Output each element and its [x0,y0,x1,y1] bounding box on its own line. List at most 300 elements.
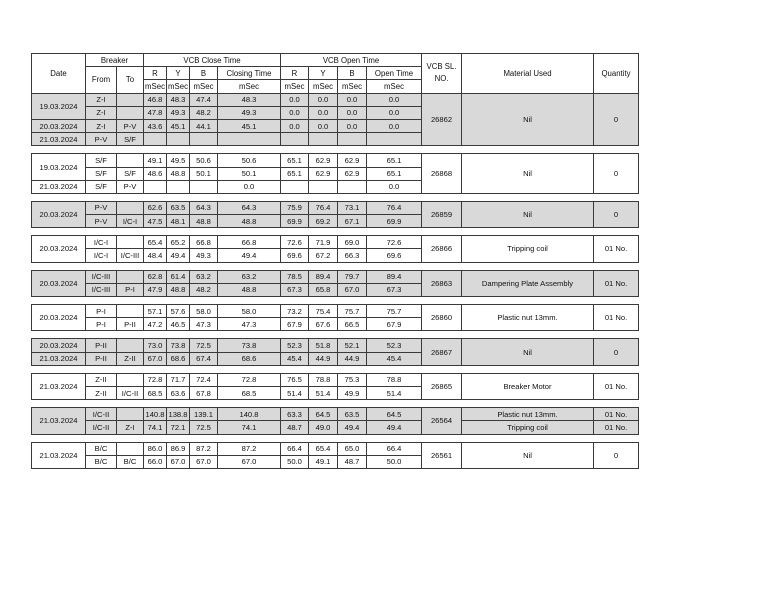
close-r-cell: 72.8 [144,373,167,386]
table-row [32,270,639,283]
open-b-cell: 49.9 [338,386,367,399]
quantity-header: Quantity [594,54,639,94]
unit-label: mSec [167,80,190,93]
open-b-cell: 65.0 [338,442,367,455]
open-b-cell: 63.5 [338,408,367,421]
close-r-cell: 73.0 [144,339,167,352]
opening-time-cell: 66.4 [367,442,422,455]
spacer-row [32,193,639,201]
date-cell: 19.03.2024 [32,93,86,119]
close-y-cell: 65.2 [167,236,190,249]
opening-time-cell: 67.3 [367,283,422,296]
from-cell: I/C-I [86,249,117,262]
close-y-cell: 48.8 [167,167,190,180]
closing-time-cell: 74.1 [218,421,281,434]
spacer-row [32,146,639,154]
open-y-cell: 89.4 [309,270,338,283]
closing-time-cell [218,133,281,146]
close-y-cell: 48.1 [167,215,190,228]
spacer-row [32,434,639,442]
material-cell: Plastic nut 13mm. [462,408,594,421]
date-cell: 19.03.2024 [32,154,86,180]
from-cell: P-II [86,352,117,365]
from-cell: P-I [86,318,117,331]
close-r-cell: 46.8 [144,93,167,106]
close-b-cell: 44.1 [190,119,218,132]
open-y-cell: 64.5 [309,408,338,421]
to-cell: P-II [117,318,144,331]
close-y-cell [167,133,190,146]
to-cell [117,201,144,214]
close-r-cell: 65.4 [144,236,167,249]
spacer-row [32,331,639,339]
unit-label: mSec [281,80,309,93]
from-cell: P-I [86,305,117,318]
open-r-cell [281,180,309,193]
vcb-sl-no-cell: 26862 [422,93,462,146]
to-cell: S/F [117,167,144,180]
closing-time-cell: 49.4 [218,249,281,262]
material-header: Material Used [462,54,594,94]
open-y-cell: 0.0 [309,119,338,132]
open-b-cell: 0.0 [338,119,367,132]
from-cell: S/F [86,167,117,180]
open-y-cell: 71.9 [309,236,338,249]
open-y-cell: 65.4 [309,442,338,455]
open-r-cell: 72.6 [281,236,309,249]
close-y-cell: 71.7 [167,373,190,386]
close-y-cell: 138.8 [167,408,190,421]
opening-time-cell: 65.1 [367,167,422,180]
close-b-header: B [190,67,218,80]
closing-time-cell: 63.2 [218,270,281,283]
closing-time-cell: 64.3 [218,201,281,214]
from-cell: P-V [86,201,117,214]
to-cell: P-I [117,283,144,296]
close-y-cell: 72.1 [167,421,190,434]
open-b-cell [338,133,367,146]
closing-time-cell: 72.8 [218,373,281,386]
date-cell: 21.03.2024 [32,373,86,399]
open-y-cell: 76.4 [309,201,338,214]
open-r-cell: 51.4 [281,386,309,399]
closing-time-cell: 66.8 [218,236,281,249]
to-cell: P-V [117,119,144,132]
material-cell: Nil [462,154,594,194]
open-y-cell: 49.1 [309,455,338,468]
unit-label: mSec [218,80,281,93]
closing-time-cell: 0.0 [218,180,281,193]
quantity-cell: 0 [594,339,639,365]
close-b-cell: 47.4 [190,93,218,106]
close-b-cell: 67.0 [190,455,218,468]
open-b-cell: 0.0 [338,93,367,106]
open-y-cell [309,180,338,193]
opening-time-header: Open Time [367,67,422,80]
opening-time-cell: 0.0 [367,106,422,119]
spacer-row [32,297,639,305]
open-r-cell: 73.2 [281,305,309,318]
open-b-cell: 52.1 [338,339,367,352]
open-r-cell: 78.5 [281,270,309,283]
spacer-cell [32,193,639,201]
open-r-header: R [281,67,309,80]
opening-time-cell: 50.0 [367,455,422,468]
open-y-cell: 0.0 [309,106,338,119]
vcb-sl-no-cell: 26867 [422,339,462,365]
opening-time-cell: 69.6 [367,249,422,262]
close-b-cell: 66.8 [190,236,218,249]
close-r-cell: 47.9 [144,283,167,296]
open-r-cell: 0.0 [281,106,309,119]
to-cell: Z-II [117,352,144,365]
date-cell: 21.03.2024 [32,133,86,146]
close-b-cell: 48.2 [190,283,218,296]
opening-time-cell: 49.4 [367,421,422,434]
vcb-sl-no-cell: 26868 [422,154,462,194]
from-cell: P-V [86,133,117,146]
open-r-cell: 0.0 [281,119,309,132]
open-b-cell: 69.0 [338,236,367,249]
close-y-cell [167,180,190,193]
date-cell: 20.03.2024 [32,119,86,132]
close-r-cell: 43.6 [144,119,167,132]
open-r-cell: 65.1 [281,167,309,180]
closing-time-header: Closing Time [218,67,281,80]
open-y-cell: 62.9 [309,167,338,180]
from-cell: Z-II [86,373,117,386]
quantity-cell: 01 No. [594,421,639,434]
from-header: From [86,67,117,93]
open-b-cell: 73.1 [338,201,367,214]
close-y-cell: 49.5 [167,154,190,167]
to-cell [117,373,144,386]
open-b-cell: 49.4 [338,421,367,434]
close-r-cell: 68.5 [144,386,167,399]
date-cell: 20.03.2024 [32,236,86,262]
close-b-cell: 72.5 [190,421,218,434]
material-cell: Dampering Plate Assembly [462,270,594,296]
material-cell: Nil [462,339,594,365]
open-time-header: VCB Open Time [281,54,422,67]
close-r-cell: 140.8 [144,408,167,421]
to-cell [117,339,144,352]
breaker-header: Breaker [86,54,144,67]
close-r-cell: 47.5 [144,215,167,228]
opening-time-cell: 72.6 [367,236,422,249]
closing-time-cell: 87.2 [218,442,281,455]
closing-time-cell: 47.3 [218,318,281,331]
open-y-cell: 65.8 [309,283,338,296]
open-r-cell: 66.4 [281,442,309,455]
table-row [32,442,639,455]
open-r-cell: 0.0 [281,93,309,106]
close-y-cell: 48.3 [167,93,190,106]
to-cell [117,305,144,318]
to-cell [117,154,144,167]
to-cell: Z-I [117,421,144,434]
close-r-cell: 57.1 [144,305,167,318]
from-cell: I/C-II [86,408,117,421]
date-cell: 21.03.2024 [32,352,86,365]
date-cell: 20.03.2024 [32,270,86,296]
open-b-cell [338,180,367,193]
close-b-cell: 50.1 [190,167,218,180]
opening-time-cell: 65.1 [367,154,422,167]
date-header: Date [32,54,86,94]
spacer-row [32,365,639,373]
closing-time-cell: 45.1 [218,119,281,132]
opening-time-cell: 89.4 [367,270,422,283]
close-y-cell: 48.8 [167,283,190,296]
spacer-cell [32,228,639,236]
open-b-cell: 75.3 [338,373,367,386]
table-row [32,154,639,167]
unit-label: mSec [190,80,218,93]
close-y-cell: 67.0 [167,455,190,468]
quantity-cell: 0 [594,93,639,146]
table-row [32,408,639,421]
open-b-cell: 67.0 [338,283,367,296]
quantity-cell: 01 No. [594,408,639,421]
unit-label: mSec [367,80,422,93]
open-r-cell [281,133,309,146]
open-r-cell: 76.5 [281,373,309,386]
open-r-cell: 45.4 [281,352,309,365]
from-cell: S/F [86,180,117,193]
close-b-cell: 63.2 [190,270,218,283]
quantity-cell: 0 [594,201,639,227]
vcb-timing-table [31,53,639,469]
close-b-cell: 72.4 [190,373,218,386]
open-b-cell: 44.9 [338,352,367,365]
unit-label: mSec [144,80,167,93]
from-cell: I/C-I [86,236,117,249]
open-y-cell: 75.4 [309,305,338,318]
open-y-cell [309,133,338,146]
opening-time-cell: 67.9 [367,318,422,331]
opening-time-cell [367,133,422,146]
date-cell: 20.03.2024 [32,339,86,352]
close-b-cell: 50.6 [190,154,218,167]
quantity-cell: 01 No. [594,373,639,399]
close-b-cell: 47.3 [190,318,218,331]
close-y-cell: 73.8 [167,339,190,352]
open-b-cell: 79.7 [338,270,367,283]
close-r-cell: 47.2 [144,318,167,331]
quantity-cell: 0 [594,442,639,468]
open-b-cell: 62.9 [338,167,367,180]
close-r-cell: 67.0 [144,352,167,365]
close-r-header: R [144,67,167,80]
opening-time-cell: 45.4 [367,352,422,365]
vcb-sl-no-cell: 26866 [422,236,462,262]
date-cell: 20.03.2024 [32,201,86,227]
open-r-cell: 67.9 [281,318,309,331]
close-y-cell: 86.9 [167,442,190,455]
open-y-cell: 78.8 [309,373,338,386]
closing-time-cell: 48.8 [218,215,281,228]
opening-time-cell: 75.7 [367,305,422,318]
vcb-sl-no-header: VCB SL. NO. [422,54,462,94]
to-cell: S/F [117,133,144,146]
open-r-cell: 69.9 [281,215,309,228]
spacer-cell [32,146,639,154]
close-r-cell: 66.0 [144,455,167,468]
closing-time-cell: 58.0 [218,305,281,318]
close-y-cell: 57.6 [167,305,190,318]
close-r-cell: 74.1 [144,421,167,434]
material-cell: Tripping coil [462,421,594,434]
material-cell: Tripping coil [462,236,594,262]
close-y-cell: 68.6 [167,352,190,365]
spacer-cell [32,400,639,408]
table-header [32,54,639,94]
table-row [32,339,639,352]
closing-time-cell: 73.8 [218,339,281,352]
close-b-cell: 64.3 [190,201,218,214]
to-cell [117,93,144,106]
from-cell: Z-II [86,386,117,399]
open-b-cell: 62.9 [338,154,367,167]
close-b-cell: 67.8 [190,386,218,399]
vcb-sl-no-cell: 26860 [422,305,462,331]
close-y-cell: 46.5 [167,318,190,331]
table-row [32,421,639,434]
quantity-cell: 01 No. [594,270,639,296]
open-y-cell: 69.2 [309,215,338,228]
table-row [32,93,639,106]
from-cell: P-V [86,215,117,228]
unit-label: mSec [338,80,367,93]
date-cell: 20.03.2024 [32,305,86,331]
close-b-cell: 48.8 [190,215,218,228]
close-r-cell: 48.4 [144,249,167,262]
close-r-cell: 47.8 [144,106,167,119]
material-cell: Breaker Motor [462,373,594,399]
open-r-cell: 63.3 [281,408,309,421]
to-cell: I/C-II [117,386,144,399]
open-y-header: Y [309,67,338,80]
close-b-cell: 87.2 [190,442,218,455]
closing-time-cell: 49.3 [218,106,281,119]
close-b-cell: 72.5 [190,339,218,352]
close-y-header: Y [167,67,190,80]
spacer-cell [32,365,639,373]
closing-time-cell: 68.6 [218,352,281,365]
close-y-cell: 49.3 [167,106,190,119]
spacer-row [32,228,639,236]
spacer-cell [32,297,639,305]
close-y-cell: 49.4 [167,249,190,262]
date-cell: 21.03.2024 [32,408,86,434]
close-b-cell [190,180,218,193]
to-cell: I/C-I [117,215,144,228]
to-cell: B/C [117,455,144,468]
open-b-cell: 0.0 [338,106,367,119]
opening-time-cell: 52.3 [367,339,422,352]
open-y-cell: 62.9 [309,154,338,167]
from-cell: I/C-II [86,421,117,434]
open-y-cell: 49.0 [309,421,338,434]
close-r-cell: 62.8 [144,270,167,283]
table-body [32,93,639,468]
from-cell: B/C [86,442,117,455]
open-y-cell: 67.2 [309,249,338,262]
vcb-sl-no-cell: 26865 [422,373,462,399]
open-y-cell: 67.6 [309,318,338,331]
close-b-cell: 49.3 [190,249,218,262]
table-row [32,305,639,318]
vcb-sl-no-cell: 26564 [422,408,462,434]
date-cell: 21.03.2024 [32,180,86,193]
open-b-cell: 66.5 [338,318,367,331]
spacer-cell [32,434,639,442]
spacer-row [32,400,639,408]
to-cell [117,442,144,455]
closing-time-cell: 48.3 [218,93,281,106]
open-r-cell: 67.3 [281,283,309,296]
closing-time-cell: 50.6 [218,154,281,167]
opening-time-cell: 0.0 [367,93,422,106]
open-y-cell: 51.4 [309,386,338,399]
table-row [32,236,639,249]
to-cell [117,106,144,119]
to-cell: I/C-III [117,249,144,262]
to-cell [117,236,144,249]
close-y-cell: 63.5 [167,201,190,214]
close-r-cell [144,133,167,146]
open-y-cell: 51.8 [309,339,338,352]
opening-time-cell: 64.5 [367,408,422,421]
from-cell: Z-I [86,93,117,106]
to-cell [117,408,144,421]
open-r-cell: 48.7 [281,421,309,434]
open-b-header: B [338,67,367,80]
open-b-cell: 48.7 [338,455,367,468]
close-b-cell: 139.1 [190,408,218,421]
close-r-cell: 48.6 [144,167,167,180]
quantity-cell: 0 [594,154,639,194]
opening-time-cell: 51.4 [367,386,422,399]
vcb-sl-no-cell: 26863 [422,270,462,296]
from-cell: Z-I [86,106,117,119]
close-b-cell: 58.0 [190,305,218,318]
closing-time-cell: 67.0 [218,455,281,468]
table-row [32,201,639,214]
table-row [32,373,639,386]
from-cell: I/C-III [86,283,117,296]
close-r-cell: 86.0 [144,442,167,455]
from-cell: P-II [86,339,117,352]
close-y-cell: 61.4 [167,270,190,283]
material-cell: Plastic nut 13mm. [462,305,594,331]
open-b-cell: 66.3 [338,249,367,262]
opening-time-cell: 0.0 [367,119,422,132]
close-b-cell [190,133,218,146]
close-b-cell: 67.4 [190,352,218,365]
open-r-cell: 50.0 [281,455,309,468]
closing-time-cell: 50.1 [218,167,281,180]
to-header: To [117,67,144,93]
open-b-cell: 75.7 [338,305,367,318]
vcb-sl-no-cell: 26561 [422,442,462,468]
open-r-cell: 75.9 [281,201,309,214]
close-y-cell: 63.6 [167,386,190,399]
material-cell: Nil [462,201,594,227]
close-r-cell: 62.6 [144,201,167,214]
from-cell: Z-I [86,119,117,132]
